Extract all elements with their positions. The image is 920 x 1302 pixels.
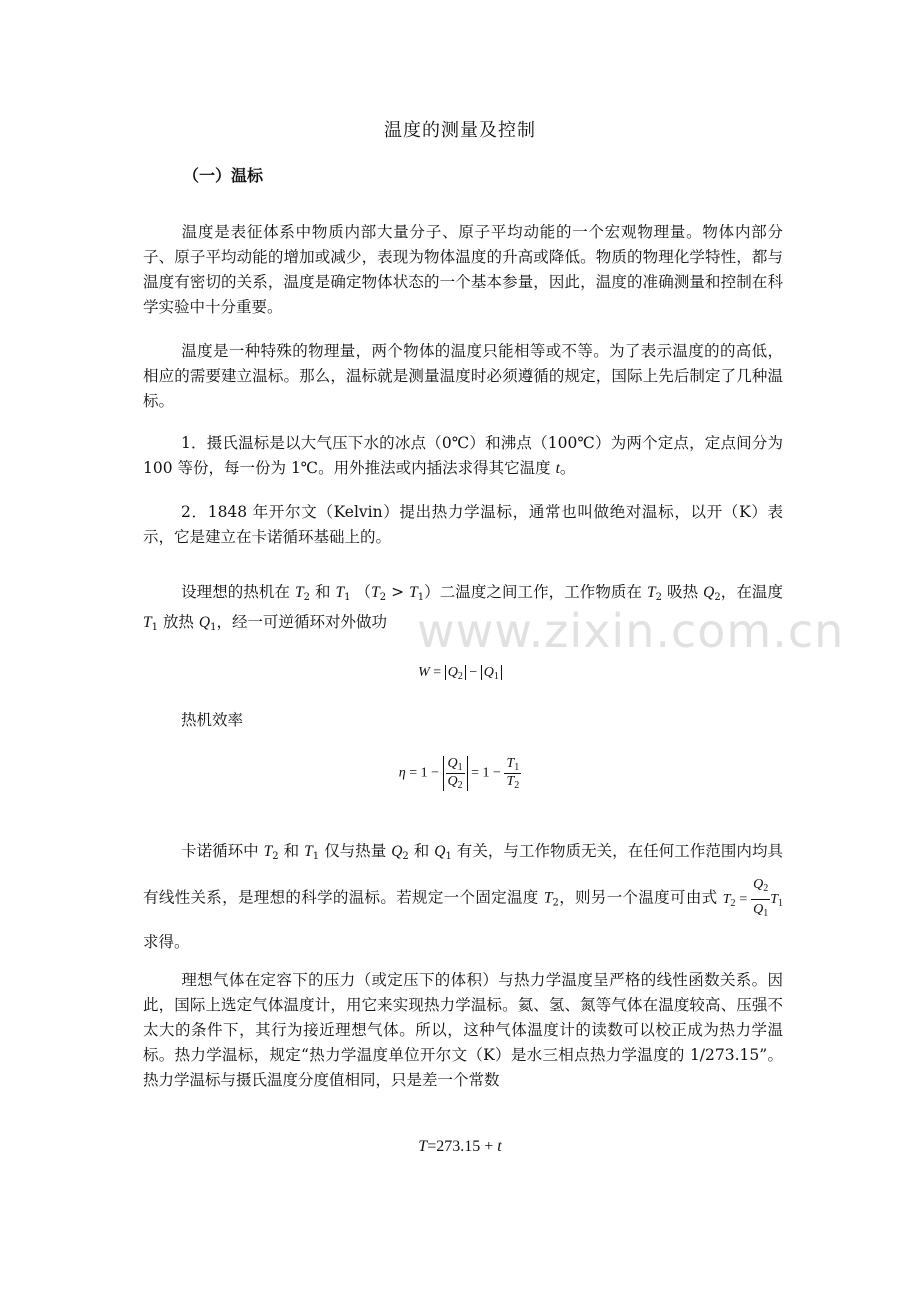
- p5-text-d: ）二温度之间工作，工作物质在: [424, 583, 648, 601]
- sym-W: W: [418, 665, 430, 680]
- p6-text-d: 和: [408, 842, 435, 860]
- eq-part-2: = 1 −: [467, 765, 505, 781]
- inline-formula: [722, 877, 783, 919]
- eq-part-1: = 1 −: [405, 765, 443, 781]
- sub-1: 1: [417, 592, 425, 603]
- sym-T2: T: [371, 584, 380, 601]
- var-t: t: [555, 460, 560, 477]
- sub-1: 1: [777, 897, 783, 909]
- sub-1: 1: [493, 671, 499, 682]
- p5-text-f: ，在温度: [720, 583, 783, 601]
- sym-Q2: Q: [703, 584, 715, 601]
- sub-2: 2: [552, 897, 559, 909]
- sub-2: 2: [714, 592, 721, 603]
- sym-T2: T: [295, 584, 304, 601]
- sym-Q1: Q: [434, 843, 446, 860]
- watermark: www.zixin.com.cn: [417, 604, 845, 658]
- sub-2: 2: [457, 780, 463, 791]
- sub-2: 2: [763, 883, 769, 894]
- paragraph-3-text: 1．摄氏温标是以大气压下水的冰点（0℃）和沸点（100℃）为两个定点，定点间分为 100 等份，每一份为 1℃。用外推法或内插法求得其它温度: [143, 434, 783, 477]
- sym-Q: Q: [447, 774, 458, 789]
- sym-Q: Q: [447, 756, 458, 771]
- sym-T: T: [506, 774, 515, 789]
- sub-1: 1: [445, 851, 452, 862]
- p5-text-e: 吸热: [662, 583, 704, 601]
- sub-1: 1: [151, 622, 158, 633]
- p6-text-e: 有关，与工作物质无关，在任何工作范围内均具有线性关系，是理想的科学的温标。若规定一个固定温度: [143, 842, 784, 907]
- paragraph-2: [143, 339, 783, 414]
- frac-den: [751, 900, 770, 924]
- sym-T1: T: [770, 891, 778, 907]
- paragraph-2-text: 温度是一种特殊的物理量，两个物体的温度只能相等或不等。为了表示温度的的高低，相应的需要建立温标。那么，温标就是测量温度时必须遵循的规定，国际上先后制定了几种温标。: [143, 342, 783, 410]
- p5-text-c: （: [350, 583, 372, 601]
- p5-text-b: 和: [310, 583, 336, 601]
- frac-num: [504, 756, 521, 774]
- abs-Q1: [481, 665, 502, 680]
- paragraph-3-end: 。: [559, 459, 576, 477]
- sym-Q: Q: [753, 877, 764, 892]
- sym-Q: Q: [753, 902, 764, 917]
- paragraph-3: [143, 431, 783, 481]
- frac-den: [446, 774, 465, 791]
- p6-text-b: 和: [278, 842, 305, 860]
- formula-rhs: =273.15 +: [427, 1138, 498, 1155]
- sym-eta: η: [398, 765, 406, 781]
- sub-1: 1: [763, 908, 769, 919]
- equals-sign: =: [735, 891, 752, 907]
- sym-T1: T: [409, 584, 418, 601]
- sub-2: 2: [303, 592, 310, 603]
- sym-T2: T: [647, 584, 656, 601]
- sub-1: 1: [210, 622, 217, 633]
- sym-T2: T: [722, 891, 731, 907]
- frac-den: [504, 774, 521, 791]
- sym-T1: T: [304, 843, 313, 860]
- sub-2: 2: [402, 851, 409, 862]
- fraction-Q2-Q1: [751, 875, 770, 924]
- paragraph-6: [143, 833, 783, 960]
- sub-1: 1: [344, 592, 351, 603]
- paragraph-1-text: 温度是表征体系中物质内部大量分子、原子平均动能的一个宏观物理量。物体内部分子、原子平均动能的增加或减少，表现为物体温度的升高或降低。物质的物理化学特性，都与温度有密切的关系，温度是确定物体状态的一个基本参量，因此，温度的准确测量和控制在科学实验中十分重要。: [143, 223, 783, 316]
- sub-1: 1: [514, 762, 520, 773]
- sym-T: T: [506, 756, 515, 771]
- p5-text-a: 设理想的热机在: [181, 583, 295, 601]
- sub-2: 2: [272, 851, 279, 862]
- p6-text-f: ，则另一个温度可由式: [558, 888, 723, 907]
- paragraph-4-text: 2．1848 年开尔文（Kelvin）提出热力学温标，通常也叫做绝对温标，以开（K）表示，它是建立在卡诺循环基础上的。: [143, 503, 783, 546]
- fraction-T: [504, 756, 521, 791]
- sub-2: 2: [655, 592, 663, 603]
- fraction-Q: [446, 756, 465, 791]
- formula-kelvin: [0, 1138, 920, 1156]
- equals-sign: =: [429, 665, 445, 680]
- formula-work: [0, 665, 920, 682]
- frac-num: [751, 875, 770, 900]
- abs-fraction: [443, 756, 468, 791]
- p6-text-c: 仅与热量: [319, 842, 392, 860]
- sym-T1: T: [335, 584, 345, 601]
- sym-Q: Q: [483, 665, 494, 680]
- p5-text-h: ，经一可逆循环对外做功: [216, 613, 387, 631]
- frac-num: [446, 756, 465, 774]
- efficiency-label-row: [143, 708, 783, 733]
- sub-1: 1: [312, 851, 320, 862]
- sub-1: 1: [457, 762, 463, 773]
- gt-sign: >: [386, 583, 410, 601]
- paragraph-7-text: 理想气体在定容下的压力（或定压下的体积）与热力学温度呈严格的线性函数关系。因此，国际上选定气体温度计，用它来实现热力学温标。氦、氢、氮等气体在温度较高、压强不太大的条件下，其行为接近理想气体。所以，这种气体温度计的读数可以校正成为热力学温标。热力学温标，规定“热力学温度单位开尔文（K）是水三相点热力学温度的 1/273.15”。热力学温标与摄氏温度分度值相同，只是差一个常数: [143, 971, 783, 1089]
- section-heading: （一）温标: [183, 166, 264, 185]
- p6-text-g: 求得。: [143, 933, 190, 951]
- minus-sign: −: [465, 665, 481, 680]
- sym-Q2: Q: [391, 843, 403, 860]
- paragraph-7: [143, 968, 783, 1093]
- sub-2: 2: [730, 897, 736, 909]
- sym-T1: T: [143, 614, 152, 631]
- paragraph-1: [143, 220, 783, 320]
- sym-Q1: Q: [198, 614, 211, 631]
- abs-Q2: [445, 665, 466, 680]
- sym-T2: T: [543, 889, 553, 907]
- page-title: 温度的测量及控制: [384, 120, 536, 141]
- sub-2: 2: [379, 592, 387, 603]
- sub-2: 2: [457, 671, 463, 682]
- p5-text-g: 放热: [158, 613, 199, 631]
- sym-T: T: [418, 1138, 428, 1155]
- var-t: t: [497, 1138, 502, 1155]
- sym-Q: Q: [447, 665, 458, 680]
- paragraph-4: [143, 500, 783, 550]
- sym-T2: T: [263, 843, 273, 860]
- efficiency-label: 热机效率: [181, 711, 244, 729]
- sub-2: 2: [514, 780, 520, 791]
- p6-text-a: 卡诺循环中: [181, 842, 264, 860]
- formula-efficiency: [0, 756, 920, 791]
